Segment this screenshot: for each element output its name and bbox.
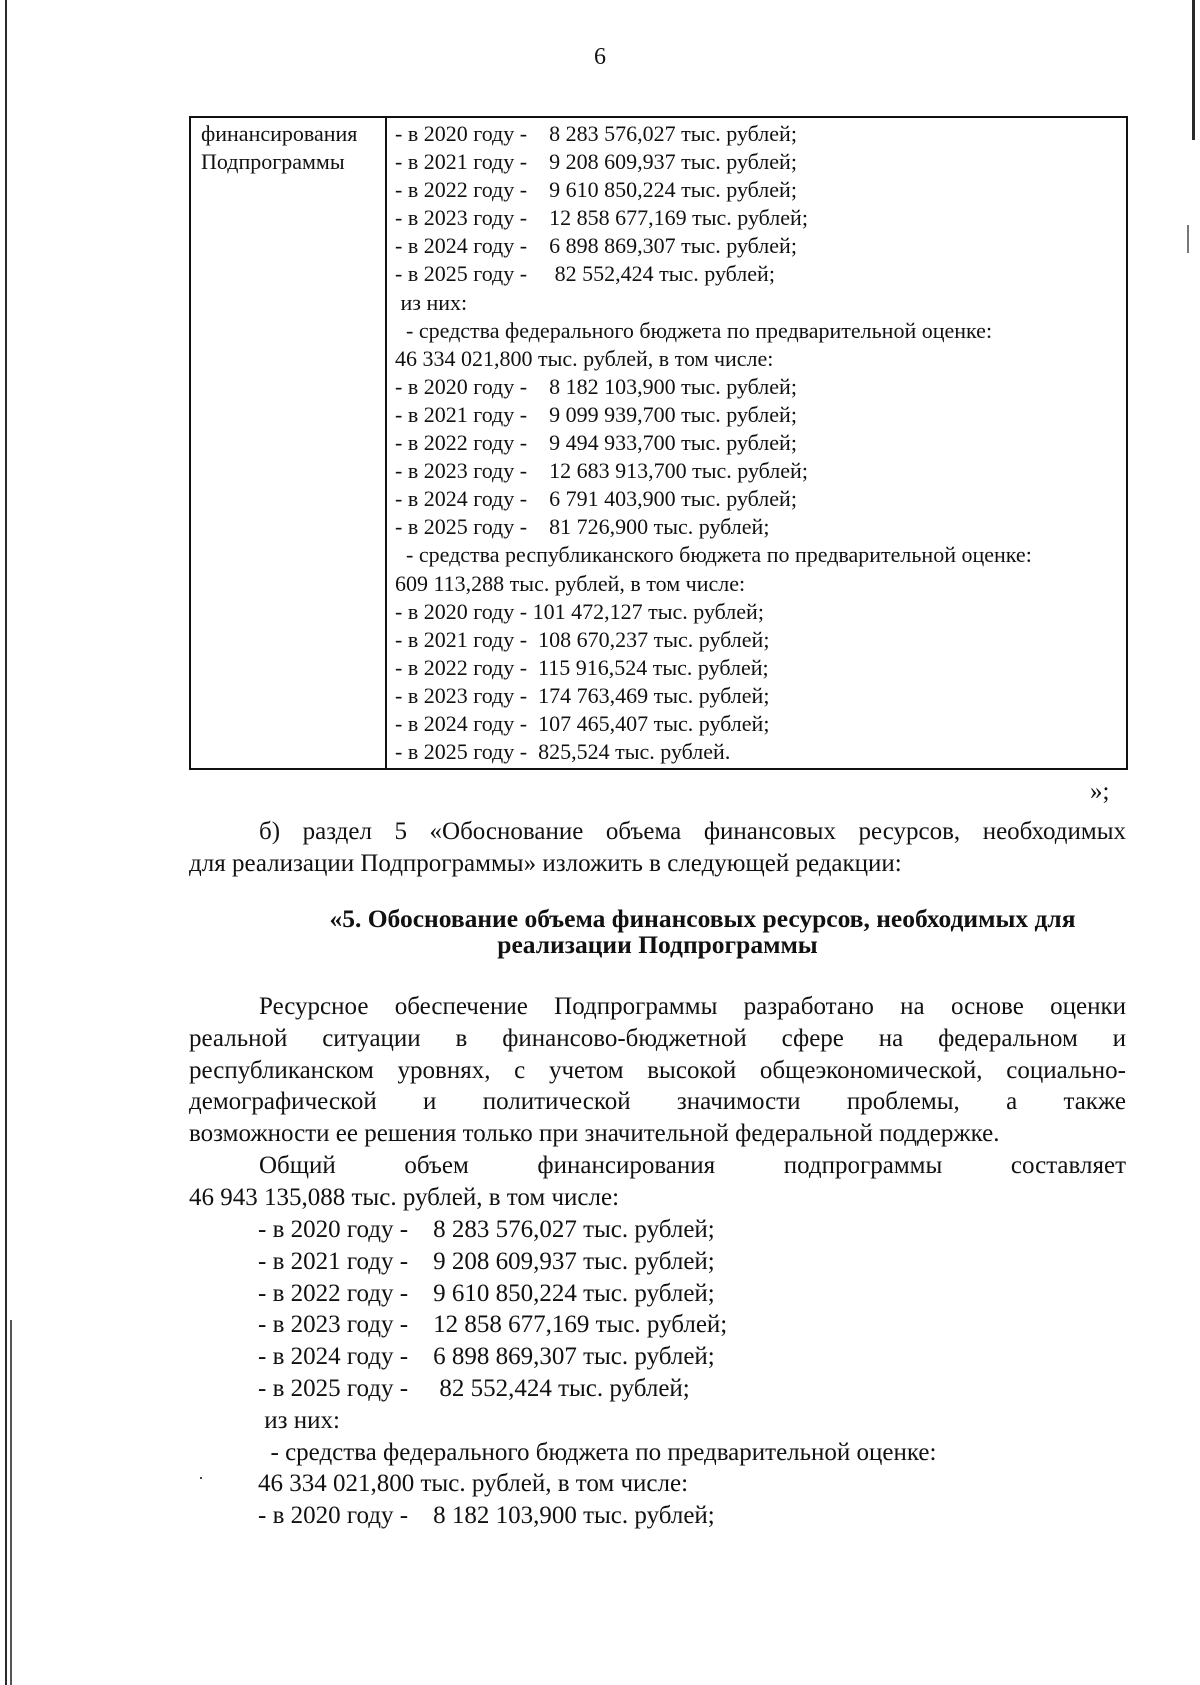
- cell-line: - в 2021 году - 9 099 939,700 тыс. рублей;: [395, 401, 797, 427]
- cell-line: - в 2024 году - 6 791 403,900 тыс. рублей;: [395, 486, 797, 512]
- cell-line: - средства республиканского бюджета по предварительной оценке:: [395, 542, 1032, 568]
- list-item: - в 2021 году - 9 208 609,937 тыс. рублей;: [258, 1247, 715, 1275]
- paragraph-b: [189, 816, 1126, 880]
- heading-line: реализации Подпрограммы: [497, 930, 818, 959]
- list-item: - средства федерального бюджета по предварительной оценке:: [258, 1438, 937, 1466]
- cell-line: Подпрограммы: [201, 149, 345, 175]
- paragraph-line: б) раздел 5 «Обоснование объема финансовых ресурсов, необходимых: [259, 818, 1126, 845]
- cell-line: - в 2025 году - 82 552,424 тыс. рублей;: [395, 261, 775, 287]
- page-number: 6: [594, 44, 606, 70]
- list-item: - в 2020 году - 8 283 576,027 тыс. рублей;: [258, 1216, 715, 1243]
- scan-speck: [200, 1477, 202, 1479]
- list-item: - в 2024 году - 6 898 869,307 тыс. рублей;: [258, 1343, 715, 1371]
- cell-line: - средства федерального бюджета по предварительной оценке:: [395, 317, 993, 343]
- list-item: из них:: [258, 1406, 340, 1434]
- cell-line: - в 2020 году - 101 472,127 тыс. рублей;: [395, 598, 764, 624]
- cell-line: - в 2025 году - 825,524 тыс. рублей.: [395, 739, 731, 765]
- cell-line: - в 2022 году - 9 494 933,700 тыс. рублей;: [395, 430, 797, 456]
- table-cell-values: [386, 117, 1127, 769]
- paragraph-line: Общий объем финансирования подпрограммы составляет: [259, 1152, 1126, 1179]
- cell-line: - в 2020 году - 8 182 103,900 тыс. рублей;: [395, 373, 797, 399]
- scan-edge-left: [5, 0, 7, 1685]
- cell-line: - в 2024 году - 107 465,407 тыс. рублей;: [395, 710, 770, 736]
- cell-line: - в 2021 году - 108 670,237 тыс. рублей;: [395, 626, 770, 652]
- scan-mark-right: [1187, 225, 1189, 253]
- cell-line: - в 2021 году - 9 208 609,937 тыс. рублей;: [395, 149, 797, 175]
- list-item: - в 2025 году - 82 552,424 тыс. рублей;: [258, 1374, 690, 1402]
- list-item: 46 334 021,800 тыс. рублей, в том числе:: [258, 1470, 689, 1498]
- yearly-list: [258, 1214, 936, 1532]
- cell-line: 609 113,288 тыс. рублей, в том числе:: [395, 570, 746, 596]
- list-item: - в 2020 году - 8 182 103,900 тыс. рублей;: [258, 1502, 715, 1530]
- cell-line: - в 2020 году - 8 283 576,027 тыс. рублей;: [395, 121, 797, 146]
- cell-line: - в 2025 году - 81 726,900 тыс. рублей;: [395, 514, 770, 540]
- heading-line: «5. Обоснование объема финансовых ресурсов, необходимых для: [329, 904, 1076, 933]
- list-item: - в 2022 году - 9 610 850,224 тыс. рублей;: [258, 1279, 715, 1307]
- closing-quote: »;: [1090, 778, 1110, 805]
- cell-line: - в 2023 году - 12 858 677,169 тыс. рублей;: [395, 205, 808, 231]
- cell-line: - в 2022 году - 9 610 850,224 тыс. рублей;: [395, 177, 797, 203]
- financing-table: [189, 116, 1128, 770]
- cell-line: - в 2022 году - 115 916,524 тыс. рублей;: [395, 654, 769, 680]
- list-item: - в 2023 году - 12 858 677,169 тыс. рублей;: [258, 1311, 728, 1339]
- total-paragraph: [189, 1150, 1126, 1214]
- cell-line: из них:: [395, 289, 468, 315]
- table-cell-label: [190, 117, 386, 769]
- cell-line: - в 2023 году - 174 763,469 тыс. рублей;: [395, 682, 770, 708]
- paragraph-line: реальной ситуации в финансово-бюджетной сфере на федеральном и: [189, 1024, 1126, 1052]
- cell-line: финансирования: [201, 121, 358, 146]
- cell-line: - в 2024 году - 6 898 869,307 тыс. рублей;: [395, 233, 797, 259]
- cell-line: - в 2023 году - 12 683 913,700 тыс. рублей;: [395, 458, 808, 484]
- paragraph-line: возможности ее решения только при значительной федеральной поддержке.: [189, 1120, 1000, 1148]
- table-row: [190, 117, 1127, 769]
- paragraph-line: Ресурсное обеспечение Подпрограммы разработано на основе оценки: [259, 993, 1126, 1020]
- cell-line: 46 334 021,800 тыс. рублей, в том числе:: [395, 345, 774, 371]
- section-heading: [189, 906, 1126, 958]
- paragraph-line: для реализации Подпрограммы» изложить в следующей редакции:: [189, 850, 902, 877]
- paragraph-line: демографической и политической значимости проблемы, а также: [189, 1088, 1126, 1116]
- scan-edge-left-inner: [10, 1320, 12, 1685]
- paragraph-line: 46 943 135,088 тыс. рублей, в том числе:: [189, 1183, 620, 1211]
- resource-paragraph: [189, 991, 1126, 1150]
- paragraph-line: республиканском уровнях, с учетом высокой общеэкономической, социально-: [189, 1056, 1126, 1084]
